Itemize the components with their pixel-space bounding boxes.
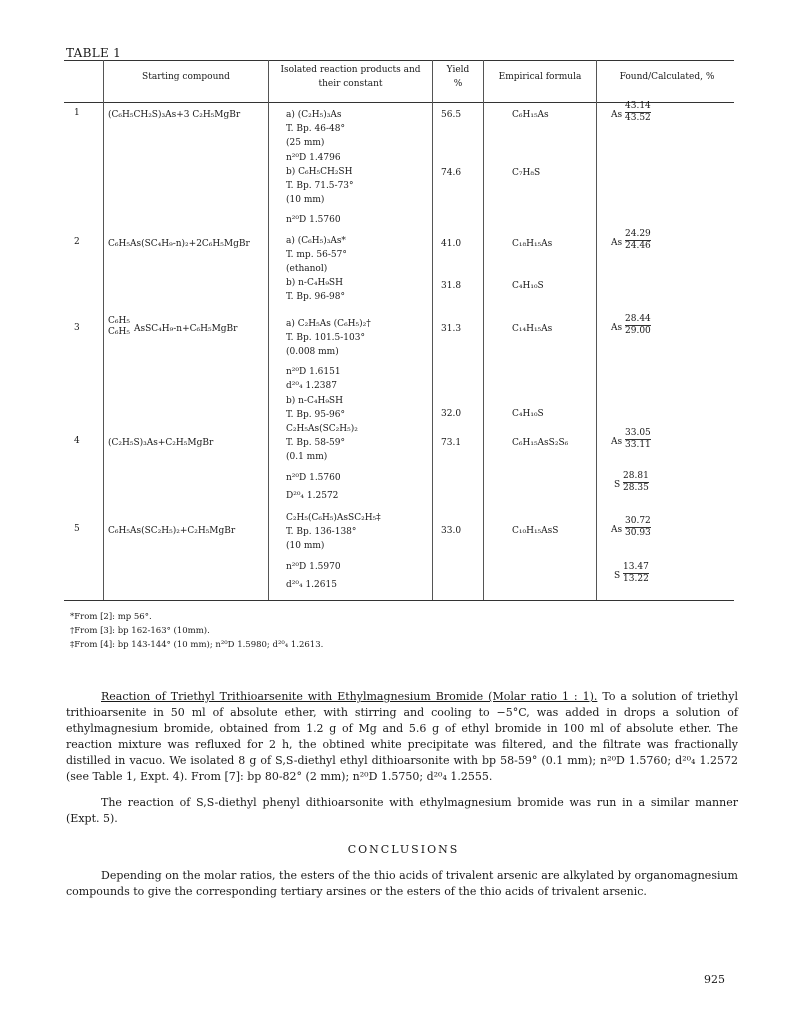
product-line: a) C₂H₅As (C₆H₅)₂† <box>286 318 371 329</box>
yield-value: 33.0 <box>441 526 462 536</box>
found-calc: S $\frac{13.47}{13.22}$ <box>614 562 649 584</box>
product-line: (ethanol) <box>286 264 328 275</box>
product-line: a) (C₂H₅)₃As <box>286 110 342 120</box>
product-line: n²⁰D 1.5760 <box>286 215 341 226</box>
product-line: (25 mm) <box>286 138 325 149</box>
footnote: †From [3]: bp 162-163° (10mm). <box>70 626 210 636</box>
product-line: (0.008 mm) <box>286 347 339 358</box>
row-number: 5 <box>74 524 80 534</box>
product-line: C₂H₅As(SC₂H₅)₂ <box>286 424 358 435</box>
formula-value: C₁₈H₁₅As <box>512 239 553 249</box>
found-calc: As $\frac{33.05}{33.11}$ <box>611 428 651 450</box>
found-calc: As $\frac{28.44}{29.00}$ <box>611 314 651 336</box>
product-line: T. mp. 56-57° <box>286 249 347 260</box>
product-line: T. Bp. 96-98° <box>286 292 345 303</box>
product-line: T. Bp. 46-48° <box>286 124 345 135</box>
starting-compound: (C₆H₅CH₂S)₃As+3 C₂H₅MgBr <box>108 110 241 120</box>
product-line: d²⁰₄ 1.2387 <box>286 381 337 392</box>
product-line: (10 mm) <box>286 195 325 206</box>
col-divider <box>483 60 484 600</box>
table-title: TABLE 1 <box>66 46 122 60</box>
yield-value: 32.0 <box>441 409 462 419</box>
product-line: (0.1 mm) <box>286 452 328 463</box>
row-number: 2 <box>74 237 80 247</box>
starting-compound-tail: AsSC₄H₉-n+C₆H₅MgBr <box>134 324 238 334</box>
experiment-text: To a solution of triethyl trithioarsenite in 50 ml of absolute ether, with stirring and cooling to −5°C, was added in drops a solution of ethylmagnesium bromide, obtained from 1.2 g of Mg and 5.6 g of ethyl bromide in 100 ml of absolute ether. The reaction mixture was refluxed for 2 h, the obtined white precipitate was filtered, and the filtrate was fractionally distilled in vacuo. We isolated 8 g of S,S-diethyl ethyl dithioarsonite with bp 58-59° (0.1 mm); n²⁰D 1.5760; d²⁰₄ 1.2572 (see Table 1, Expt. 4). From [7]: bp 80-82° (2 mm); n²⁰D 1.5750; d²⁰₄ 1.2555. <box>66 690 738 783</box>
table-top-rule <box>64 60 734 61</box>
yield-value: 56.5 <box>441 110 462 120</box>
paragraph-experimental <box>66 689 738 785</box>
header-products: Isolated reaction products and their constant <box>280 65 421 89</box>
formula-value: C₁₄H₁₅As <box>512 324 553 334</box>
formula-value: C₄H₁₀S <box>512 281 544 291</box>
product-line: T. Bp. 58-59° <box>286 438 345 449</box>
formula-value: C₇H₈S <box>512 168 541 178</box>
found-calc: S $\frac{28.81}{28.35}$ <box>614 471 649 493</box>
product-line: d²⁰₄ 1.2615 <box>286 579 337 590</box>
yield-value: 74.6 <box>441 168 462 178</box>
row-number: 3 <box>74 323 80 333</box>
yield-value: 41.0 <box>441 239 462 249</box>
col-divider <box>432 60 433 600</box>
header-yield: Yield % <box>446 65 470 89</box>
starting-compound: (C₂H₅S)₃As+C₂H₅MgBr <box>108 438 214 448</box>
found-calc: As $\frac{30.72}{30.93}$ <box>611 516 651 538</box>
product-line: (10 mm) <box>286 541 325 552</box>
product-line: a) (C₆H₅)₃As* <box>286 235 346 246</box>
footnote: ‡From [4]: bp 143-144° (10 mm); n²⁰D 1.5980; d²⁰₄ 1.2613. <box>70 640 324 650</box>
experiment-title: Reaction of Triethyl Trithioarsenite with Ethylmagnesium Bromide (Molar ratio 1 : 1). <box>101 690 598 703</box>
found-calc: As $\frac{43.14}{43.52}$ <box>611 101 651 123</box>
product-line: b) n-C₄H₉SH <box>286 395 343 406</box>
product-line: n²⁰D 1.4796 <box>286 152 341 163</box>
product-line: b) C₆H₅CH₂SH <box>286 166 353 177</box>
products-block <box>286 108 381 592</box>
found-calc: As $\frac{24.29}{24.46}$ <box>611 229 651 251</box>
product-line: T. Bp. 101.5-103° <box>286 332 365 343</box>
col-divider <box>103 60 104 600</box>
product-line: b) n-C₄H₉SH <box>286 278 343 289</box>
header-starting: Starting compound <box>142 72 230 82</box>
formula-value: C₆H₁₅As <box>512 110 549 120</box>
starting-compound: C₆H₅As(SC₄H₉-n)₂+2C₆H₅MgBr <box>108 239 250 249</box>
product-line: T. Bp. 95-96° <box>286 409 345 420</box>
section-heading-conclusions: CONCLUSIONS <box>347 843 460 856</box>
footnote: *From [2]: mp 56°. <box>70 612 152 622</box>
product-line: n²⁰D 1.5760 <box>286 472 341 483</box>
row-number: 4 <box>74 436 80 446</box>
yield-value: 73.1 <box>441 438 462 448</box>
page-number: 925 <box>704 973 725 986</box>
formula-value: C₄H₁₀S <box>512 409 544 419</box>
col-divider <box>268 60 269 600</box>
col-divider <box>596 60 597 600</box>
product-line: D²⁰₄ 1.2572 <box>286 490 339 501</box>
product-line: T. Bp. 71.5-73° <box>286 181 354 192</box>
table-bottom-rule <box>64 600 734 601</box>
paragraph-conclusions: Depending on the molar ratios, the esters of the thio acids of trivalent arsenic are alkylated by organomagnesium compounds to give the corresponding tertiary arsines or the esters of the thio acids of trivalent arsenic. <box>66 869 738 898</box>
header-found: Found/Calculated, % <box>619 72 715 82</box>
paragraph-expt5: The reaction of S,S-diethyl phenyl dithioarsonite with ethylmagnesium bromide was run in a similar manner (Expt. 5). <box>66 796 738 825</box>
product-line: n²⁰D 1.5970 <box>286 561 341 572</box>
starting-compound: C₆H₅As(SC₂H₅)₂+C₂H₅MgBr <box>108 526 236 536</box>
header-formula: Empirical formula <box>498 72 582 82</box>
row-number: 1 <box>74 108 80 118</box>
product-line: n²⁰D 1.6151 <box>286 367 341 378</box>
formula-value: C₁₀H₁₅AsS <box>512 526 559 536</box>
formula-value: C₆H₁₅AsS₂S₆ <box>512 438 569 448</box>
yield-value: 31.3 <box>441 324 462 334</box>
yield-value: 31.8 <box>441 281 462 291</box>
product-line: C₂H₅(C₆H₅)AsSC₂H₅‡ <box>286 513 381 524</box>
product-line: T. Bp. 136-138° <box>286 527 357 538</box>
starting-compound: C₆H₅ C₆H₅ <box>108 316 130 337</box>
